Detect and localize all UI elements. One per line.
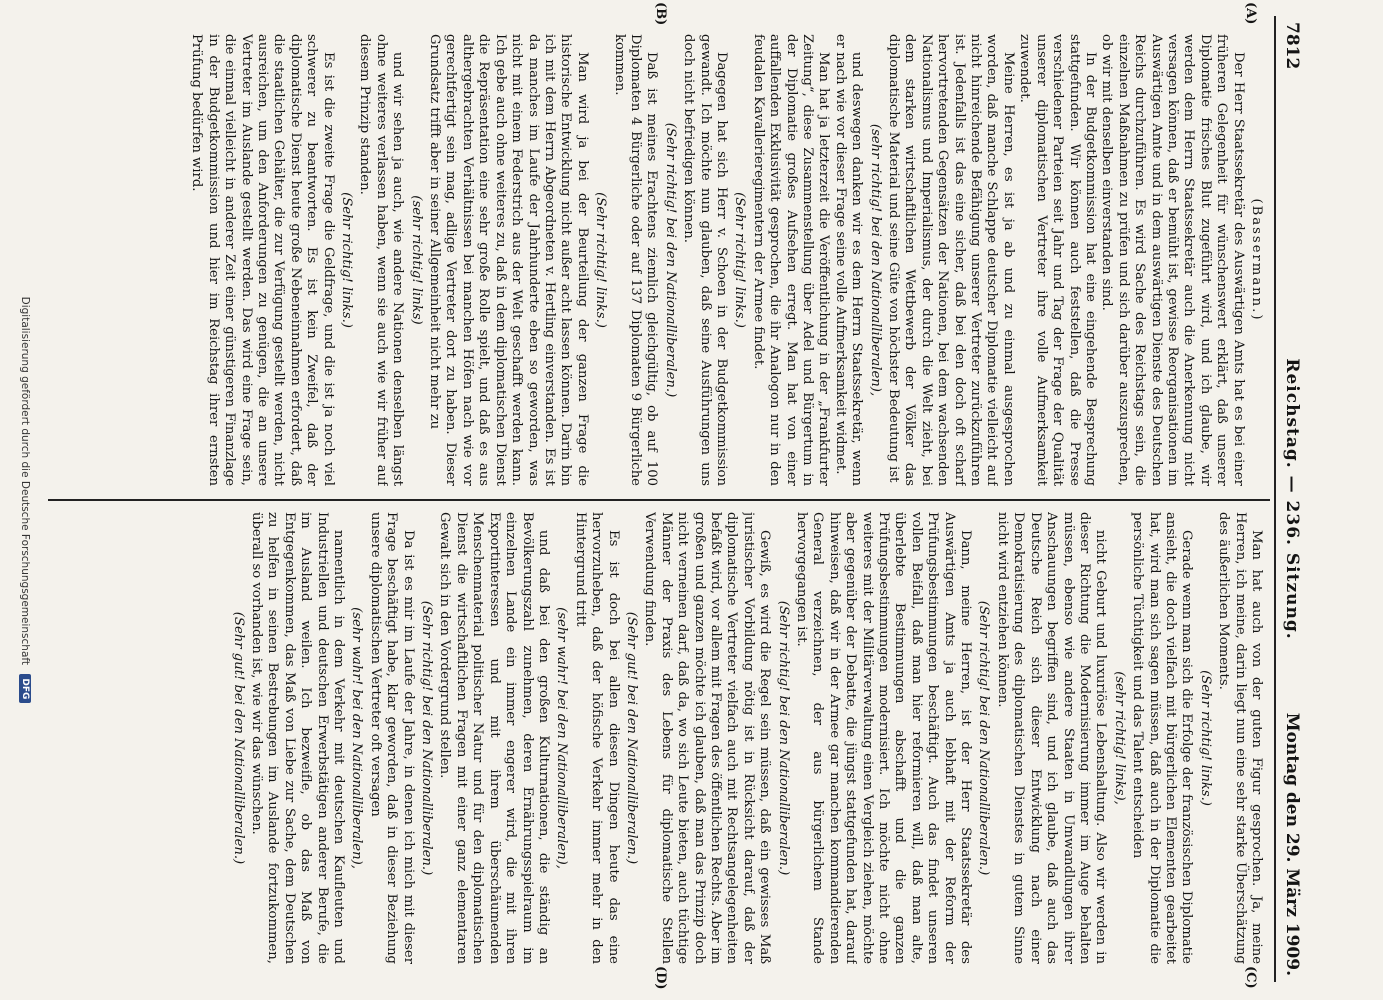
margin-mark-c: (C) — [1243, 966, 1258, 989]
interjection: (sehr richtig! links), — [1111, 671, 1127, 805]
page-number: 7812 — [1282, 22, 1302, 70]
newspaper-page — [38, 2, 1308, 990]
interjection: (Sehr richtig! bei den Nationalliberalen.) — [976, 600, 992, 876]
interjection: (Sehr gut! bei den Nationalliberalen.) — [230, 611, 246, 865]
interjection: (sehr wahr! bei den Nationalliberalen), — [554, 607, 570, 869]
paragraph: Da ist es mir im Laufe der Jahre, in denen ich mich mit dieser Frage beschäftigt habe, klar geworden, daß in dieser Beziehung unsere diplomatischen Vertreter oft versagen — [367, 512, 416, 964]
interjection: (Sehr richtig! links.) — [593, 192, 609, 328]
paragraph: Man hat auch von der guten Figur gesprochen. Ja, meine Herren, ich meine, darin liegt nun eine sehr starke Überschätzung des äußerlichen Moments. — [1216, 512, 1264, 964]
interjection: (Sehr richtig! bei den Nationalliberalen.) — [775, 600, 791, 876]
paragraph: In der Budgetkommission hat eine eingehende Besprechung stattgefunden. Wir können auch feststellen, daß die Presse verschiedener Parteien seit Jahr und Tag der Frage der Qualität unserer diplomatischen Vertreter ihre volle Aufmerksamkeit zuwendet. — [1017, 34, 1098, 486]
paragraph: und deswegen danken wir es dem Herrn Staatssekretär, wenn er nach wie vor dieser Frage seine volle Aufmerksamkeit widmet. — [832, 34, 865, 486]
paragraph: Es ist doch bei allen diesen Dingen heute das eine hervorzuheben, daß der höfische Verkehr immer mehr in den Hintergrund tritt — [572, 512, 621, 964]
speaker-name: (Bassermann.) — [1249, 198, 1264, 322]
margin-mark-a: (A) — [1243, 2, 1258, 25]
paragraph: Gewiß, es wird die Regel sein müssen, daß ein gewisses Maß juristischer Vorbildung nötig ist in Rücksicht darauf, daß der diplomatische Vertreter vielfach auch mit Rechtsangelegenheiten befaßt wird, vor allem mit Fragen des öffentlichen Rechts. Aber im großen und ganzen möchte ich glauben, daß man das Prinzip doch nicht verneinen darf, daß da, wo sich Leute bieten, auch tüchtige Männer der Praxis des Lebens für diplomatische Stellen Verwendung finden. — [642, 512, 773, 964]
paragraph: Man wird ja bei der Beurteilung der ganzen Frage die historische Entwicklung nicht außer acht lassen können. Darin bin ich mit dem Herrn Abgeordneten v. Hertling einverstanden. Es ist da manches im Laufe der Jahrhunderte eben so geworden, was nicht mit einem Federstrich aus der Welt geschafft werden kann. Ich gebe auch ohne weiteres zu, daß in dem diplomatischen Dienst die Repräsentation eine sehr große Rolle spielt, und daß es aus althergebrachten Verhältnissen bei manchen Höfen nach wie vor gerechtfertigt sein mag, adlige Vertreter dort zu haben. Dieser Grundsatz trifft aber in seiner Allgemeinheit nicht mehr zu — [427, 34, 590, 486]
paragraph: Dagegen hat sich Herr v. Schoen in der Budgetkommission gewandt. Ich möchte nun glauben, daß seine Ausführungen uns doch nicht befriedigen können. — [681, 34, 729, 486]
page-header — [1276, 16, 1308, 982]
margin-mark-b: (B) — [653, 2, 668, 26]
footer-credit-text: Digitalisierung gefördert durch die Deutsche Forschungsgemeinschaft — [19, 296, 31, 666]
footer-credit — [19, 0, 31, 1000]
paragraph: Meine Herren, es ist ja ab und zu einmal ausgesprochen worden, daß manche Schlappe deutscher Diplomatie vielleicht auf nicht hinreichende Befähigung unserer Vertreter zurückzuführen ist. Jedenfalls ist das eine sicher, daß bei den doch oft scharf hervortretenden Gegensätzen der Nationen, bei dem wachsenden Nationalismus und Imperialismus, der durch die Welt zieht, bei dem starken wirtschaftlichen Wettbewerb der Völker das diplomatische Material und seine Güte von höchster Bedeutung ist — [886, 34, 1016, 486]
interjection: (Sehr richtig! bei den Nationalliberalen.) — [662, 122, 678, 398]
column-divider — [48, 499, 1270, 501]
session-date: Montag den 29. März 1909. — [1282, 712, 1302, 976]
interjection: (Sehr richtig! bei den Nationalliberalen.) — [419, 600, 435, 876]
interjection: (Sehr gut! bei den Nationalliberalen.) — [623, 611, 639, 865]
paragraph: Daß ist meines Erachtens ziemlich gleichgültig, ob auf 100 Diplomaten 4 Bürgerliche oder auf 137 Diplomaten 9 Bürgerliche kommen. — [611, 34, 660, 486]
margin-mark-d: (D) — [653, 966, 668, 990]
running-title: Reichstag. — 236. Sitzung. — [1282, 358, 1302, 640]
dfg-logo: DFG — [19, 674, 31, 703]
paragraph: namentlich in dem Verkehr mit deutschen Kaufleuten und Industriellen und deutschen Erwerbstätigen anderer Berufe, die im Ausland weilen. Ich bezweifle, ob das Maß von Entgegenkommen, das Maß von Liebe zur Sache, dem Deutschen zu helfen in seinen Bestrebungen im Auslande fortzukommen, überall so vorhanden ist, wie wir das wünschen. — [249, 512, 347, 964]
paragraph: Der Herr Staatssekretär des Auswärtigen Amts hat es bei einer früheren Gelegenheit für wünschenswert erklärt, daß unserer Diplomatie frisches Blut zugeführt wird, und ich glaube, wir werden dem Herrn Staatssekretär auch die Anerkennung nicht versagen können, daß er bemüht ist, gewisse Reorganisationen im Auswärtigen Amte und in dem auswärtigen Dienste des Deutschen Reichs durchzuführen. Es wird Sache des Reichstags sein, die einzelnen Maßnahmen zu prüfen und sich darüber auszusprechen, ob wir mit denselben einverstanden sind. — [1099, 34, 1246, 486]
paragraph: und wir sehen ja auch, wie andere Nationen denselben längst ohne weiteres verlassen haben, wenn sie auch wie wir früher auf diesem Prinzip standen. — [357, 34, 406, 486]
interjection: (Sehr richtig! links.) — [732, 192, 748, 328]
header-rule — [1274, 16, 1276, 982]
text-column-right — [54, 512, 1264, 964]
paragraph: Es ist die zweite Frage die Geldfrage, und die ist ja noch viel schwerer zu beantworten. Es ist kein Zweifel, daß der diplomatische Dienst heute große Nebeneinnahmen erfordert, daß die staatlichen Gehälter, die zur Verfügung gestellt werden, nicht ausreichen, um den Anforderungen zu genügen, die an unsere Vertreter im Auslande gestellt werden. Das wird eine Frage sein, die einmal vielleicht in anderer Zeit einer günstigeren Finanzlage in der Budgetkommission und hier im Reichstag ihrer ernsten Prüfung bedürfen wird. — [189, 34, 336, 486]
paragraph: nicht Geburt und luxuriöse Lebenshaltung. Also wir werden in dieser Richtung die Modernisierung immer im Auge behalten müssen, ebenso wie andere Staaten in Umwandlungen ihrer Anschauungen begriffen sind, und ich glaube, daß auch das Deutsche Reich sich dieser Entwicklung nach einer Demokratisierung des diplomatischen Dienstes in gutem Sinne nicht wird entziehen können. — [994, 512, 1109, 964]
paragraph: Man hat ja letzterzeit die Veröffentlichung in der „Frankfurter Zeitung“, diese Zusammenstellung über Adel und Bürgertum in der Diplomatie großes Aufsehen erregt. Man hat von einer auffallenden Exklusivität gesprochen, die ihr Analogon nur in den feudalen Kavallerieregimentern der Armee findet. — [750, 34, 832, 486]
interjection: (sehr wahr! bei den Nationalliberalen), — [349, 607, 365, 869]
interjection: (Sehr richtig! links.) — [339, 192, 355, 328]
interjection: (sehr richtig! links) — [408, 195, 424, 325]
paragraph: Gerade wenn man sich die Erfolge der französischen Diplomatie ansieht, die doch vielfach mit bürgerlichen Elementen gearbeitet hat, wird man sich sagen müssen, daß auch in der Diplomatie die persönliche Tüchtigkeit und das Talent entscheiden — [1130, 512, 1195, 964]
text-column-left — [54, 34, 1264, 486]
interjection: (sehr richtig! bei den Nationalliberalen), — [867, 123, 883, 397]
paragraph: Dann, meine Herren, ist der Herr Staatssekretär des Auswärtigen Amts ja auch lebhaft mit der Reform der Prüfungsbestimmungen beschäftigt. Auch das findet unseren vollen Beifall, daß man hier reformieren will, daß man alte, überlebte Bestimmungen abschafft und die ganzen Prüfungsbestimmungen modernisiert. Ich möchte nicht ohne weiteres mit der Militärverwaltung einen Vergleich ziehen, möchte aber gegenüber der Debatte, die jüngst stattgefunden hat, darauf hinweisen, daß wir in der Armee gar manchen kommandierenden General verzeichnen, der aus bürgerlichem Stande hervorgegangen ist. — [794, 512, 974, 964]
interjection: (Sehr richtig! links.) — [1197, 670, 1213, 806]
paragraph: und daß bei den großen Kulturnationen, die ständig an Bevölkerungszahl zunehmen, deren Ernährungsspielraum im einzelnen Lande ein immer engerer wird, die mit ihren Exportinteressen und mit ihrem überschäumenden Menschenmaterial politischer Natur und für den diplomatischen Dienst die wirtschaftlichen Fragen mit einer ganz elementaren Gewalt sich in den Vordergrund stellen. — [437, 512, 551, 964]
